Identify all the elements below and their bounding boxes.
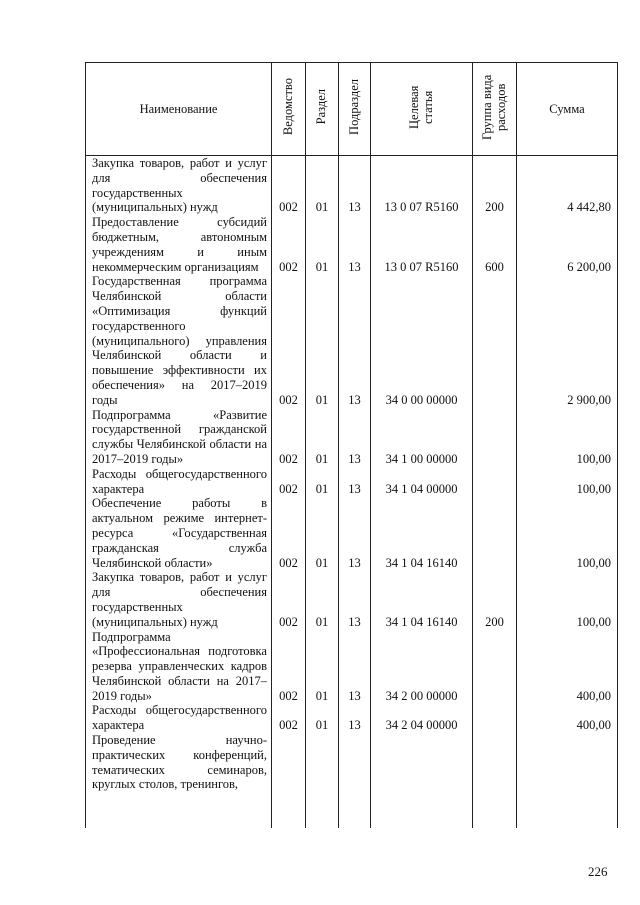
row-section: 01 [306, 467, 339, 497]
row-dept: 002 [272, 703, 306, 733]
row-dept: 002 [272, 215, 306, 274]
header-sum: Сумма [517, 63, 618, 156]
row-sum: 100,00 [517, 467, 618, 497]
row-section [306, 733, 339, 828]
table-row [86, 274, 618, 407]
row-group: 200 [473, 570, 517, 629]
table-row [86, 408, 618, 467]
row-subsection: 13 [339, 215, 371, 274]
row-subsection: 13 [339, 496, 371, 570]
row-group [473, 733, 517, 828]
row-name: Обеспечение работы в актуальном режиме интернет-ресурса «Государственная гражданская служба Челябинской области» [86, 496, 272, 570]
header-group: Группа вида расходов [473, 63, 517, 156]
header-name: Наименование [86, 63, 272, 156]
table-row [86, 496, 618, 570]
row-section: 01 [306, 496, 339, 570]
row-dept: 002 [272, 467, 306, 497]
table-row [86, 703, 618, 733]
row-section: 01 [306, 630, 339, 704]
row-dept: 002 [272, 408, 306, 467]
row-subsection [339, 733, 371, 828]
row-name: Закупка товаров, работ и услуг для обеспечения государственных (муниципальных) нужд [86, 156, 272, 216]
row-subsection: 13 [339, 274, 371, 407]
row-section: 01 [306, 570, 339, 629]
row-subsection: 13 [339, 703, 371, 733]
table-row [86, 467, 618, 497]
header-target: Целевая статья [371, 63, 473, 156]
row-name: Предоставление субсидий бюджетным, автономным учреждениям и иным некоммерческим организациям [86, 215, 272, 274]
row-subsection: 13 [339, 570, 371, 629]
row-target: 34 1 04 00000 [371, 467, 473, 497]
row-sum: 400,00 [517, 703, 618, 733]
row-group [473, 630, 517, 704]
row-sum: 100,00 [517, 408, 618, 467]
row-dept [272, 733, 306, 828]
row-target: 34 1 04 16140 [371, 496, 473, 570]
row-target: 34 1 04 16140 [371, 570, 473, 629]
row-name: Расходы общегосударственного характера [86, 703, 272, 733]
row-target [371, 733, 473, 828]
row-sum: 400,00 [517, 630, 618, 704]
row-sum [517, 733, 618, 828]
row-group [473, 467, 517, 497]
row-subsection: 13 [339, 630, 371, 704]
row-group: 200 [473, 156, 517, 216]
row-dept: 002 [272, 630, 306, 704]
row-sum: 100,00 [517, 570, 618, 629]
row-name: Расходы общегосударственного характера [86, 467, 272, 497]
row-dept: 002 [272, 570, 306, 629]
row-group [473, 703, 517, 733]
row-name: Закупка товаров, работ и услуг для обеспечения государственных (муниципальных) нужд [86, 570, 272, 629]
table-row [86, 570, 618, 629]
header-row [86, 63, 618, 156]
table-row [86, 156, 618, 216]
row-section: 01 [306, 408, 339, 467]
row-sum: 6 200,00 [517, 215, 618, 274]
row-name: Государственная программа Челябинской области «Оптимизация функций государственного (муниципального) управления Челябинской области и повышение эффективности их обеспечения» на 2017–2019 годы [86, 274, 272, 407]
row-target: 13 0 07 R5160 [371, 215, 473, 274]
row-subsection: 13 [339, 467, 371, 497]
row-target: 34 2 04 00000 [371, 703, 473, 733]
table-row [86, 733, 618, 828]
row-dept: 002 [272, 274, 306, 407]
row-group [473, 496, 517, 570]
row-target: 34 0 00 00000 [371, 274, 473, 407]
row-group: 600 [473, 215, 517, 274]
row-sum: 4 442,80 [517, 156, 618, 216]
row-name: Подпрограмма «Профессиональная подготовка резерва управленческих кадров Челябинской области на 2017–2019 годы» [86, 630, 272, 704]
row-sum: 2 900,00 [517, 274, 618, 407]
row-target: 13 0 07 R5160 [371, 156, 473, 216]
row-subsection: 13 [339, 408, 371, 467]
row-name: Проведение научно-практических конференций, тематических семинаров, круглых столов, тренингов, [86, 733, 272, 828]
table-row [86, 630, 618, 704]
page-number: 226 [588, 864, 608, 879]
row-section: 01 [306, 215, 339, 274]
row-dept: 002 [272, 156, 306, 216]
row-target: 34 2 00 00000 [371, 630, 473, 704]
table-row [86, 215, 618, 274]
row-target: 34 1 00 00000 [371, 408, 473, 467]
row-sum: 100,00 [517, 496, 618, 570]
row-group [473, 274, 517, 407]
budget-table-container [85, 62, 617, 848]
row-dept: 002 [272, 496, 306, 570]
row-group [473, 408, 517, 467]
row-section: 01 [306, 274, 339, 407]
row-section: 01 [306, 703, 339, 733]
row-subsection: 13 [339, 156, 371, 216]
row-name: Подпрограмма «Развитие государственной гражданской службы Челябинской области на 2017–2019 годы» [86, 408, 272, 467]
budget-table [85, 62, 618, 828]
row-section: 01 [306, 156, 339, 216]
header-section: Раздел [306, 63, 339, 156]
header-subsection: Подраздел [339, 63, 371, 156]
header-dept: Ведомство [272, 63, 306, 156]
